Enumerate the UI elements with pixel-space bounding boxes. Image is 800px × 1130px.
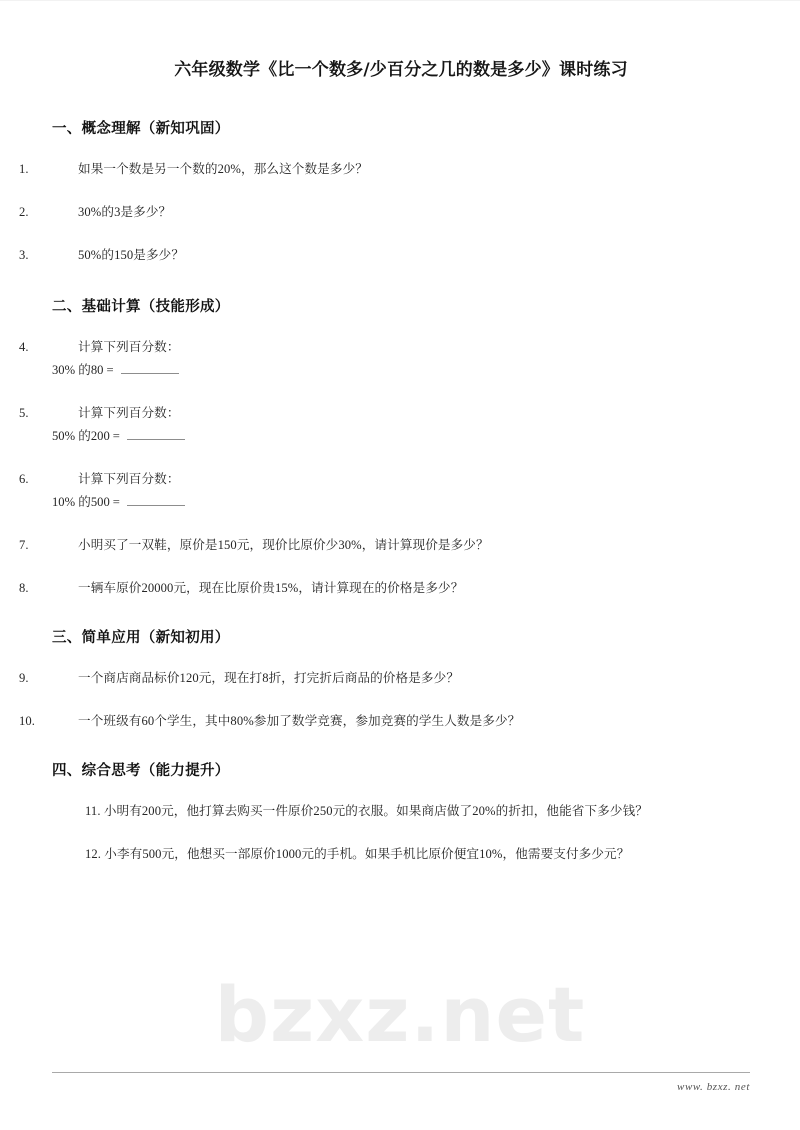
question-text: 如果一个数是另一个数的20%，那么这个数是多少？ — [78, 162, 368, 176]
section-concept-understanding — [19, 119, 750, 266]
calc-percent: 50% — [52, 429, 76, 443]
page-title: 六年级数学《比一个数多/少百分之几的数是多少》课时练习 — [174, 60, 628, 80]
question-text: 30%的3是多少？ — [78, 205, 172, 219]
section-heading: 一、概念理解（新知巩固） — [52, 121, 230, 137]
question-number: 2. — [19, 205, 29, 219]
section-heading: 三、简单应用（新知初用） — [52, 630, 230, 646]
question-text: 小李有500元，他想买一部原价1000元的手机。如果手机比原价便宜10%，他需要支付多少元？ — [104, 847, 630, 861]
calc-percent: 30% — [52, 363, 76, 377]
question-item — [19, 469, 750, 490]
question-item — [19, 403, 750, 424]
calc-of: 的80 — [78, 363, 104, 377]
question-text: 小明有200元，他打算去购买一件原价250元的衣服。如果商店做了20%的折扣，他能省下多少钱？ — [103, 804, 648, 818]
document-content — [19, 0, 750, 865]
question-number: 10. — [19, 714, 36, 728]
question-item — [19, 245, 750, 266]
question-number: 7. — [19, 538, 29, 552]
answer-blank[interactable] — [127, 494, 185, 506]
question-item — [52, 801, 750, 822]
question-number: 8. — [19, 581, 29, 595]
question-text: 小明买了一双鞋，原价是150元，现价比原价少30%，请计算现价是多少？ — [78, 538, 489, 552]
question-item — [19, 578, 750, 599]
footer-url: www. bzxz. net — [677, 1081, 750, 1093]
section-basic-calculation — [19, 297, 750, 599]
question-item — [19, 202, 750, 223]
question-number: 5. — [19, 406, 29, 420]
calc-operator: = — [106, 363, 114, 377]
question-text: 50%的150是多少？ — [78, 248, 185, 262]
calc-percent: 10% — [52, 495, 76, 509]
question-item — [19, 159, 750, 180]
question-text: 计算下列百分数： — [78, 340, 180, 354]
question-text: 计算下列百分数： — [78, 406, 180, 420]
footer-divider — [52, 1072, 750, 1073]
question-item — [52, 844, 750, 865]
calculation-line — [52, 492, 750, 513]
calc-of: 的200 — [78, 429, 110, 443]
question-number: 1. — [19, 162, 29, 176]
answer-blank[interactable] — [121, 362, 179, 374]
question-item — [19, 668, 750, 689]
question-item — [19, 535, 750, 556]
question-text: 一辆车原价20000元，现在比原价贵15%，请计算现在的价格是多少？ — [78, 581, 464, 595]
question-number: 11. — [85, 804, 101, 818]
watermark-bzxz: bzxz.net — [214, 970, 586, 1059]
question-text: 一个班级有60个学生，其中80%参加了数学竞赛，参加竞赛的学生人数是多少？ — [78, 714, 521, 728]
section-simple-application — [19, 628, 750, 732]
answer-blank[interactable] — [127, 428, 185, 440]
calculation-line — [52, 360, 750, 381]
question-text: 计算下列百分数： — [78, 472, 180, 486]
question-number: 6. — [19, 472, 29, 486]
question-item — [19, 337, 750, 358]
question-number: 4. — [19, 340, 29, 354]
question-number: 12. — [85, 847, 102, 861]
question-number: 9. — [19, 671, 29, 685]
question-text: 一个商店商品标价120元，现在打8折，打完折后商品的价格是多少？ — [78, 671, 460, 685]
calculation-line — [52, 426, 750, 447]
section-comprehensive-thinking — [52, 761, 750, 865]
question-number: 3. — [19, 248, 29, 262]
calc-operator: = — [112, 495, 120, 509]
calc-of: 的500 — [78, 495, 110, 509]
section-heading: 二、基础计算（技能形成） — [52, 299, 230, 315]
section-heading: 四、综合思考（能力提升） — [52, 763, 230, 779]
calc-operator: = — [112, 429, 120, 443]
question-item — [19, 711, 750, 732]
